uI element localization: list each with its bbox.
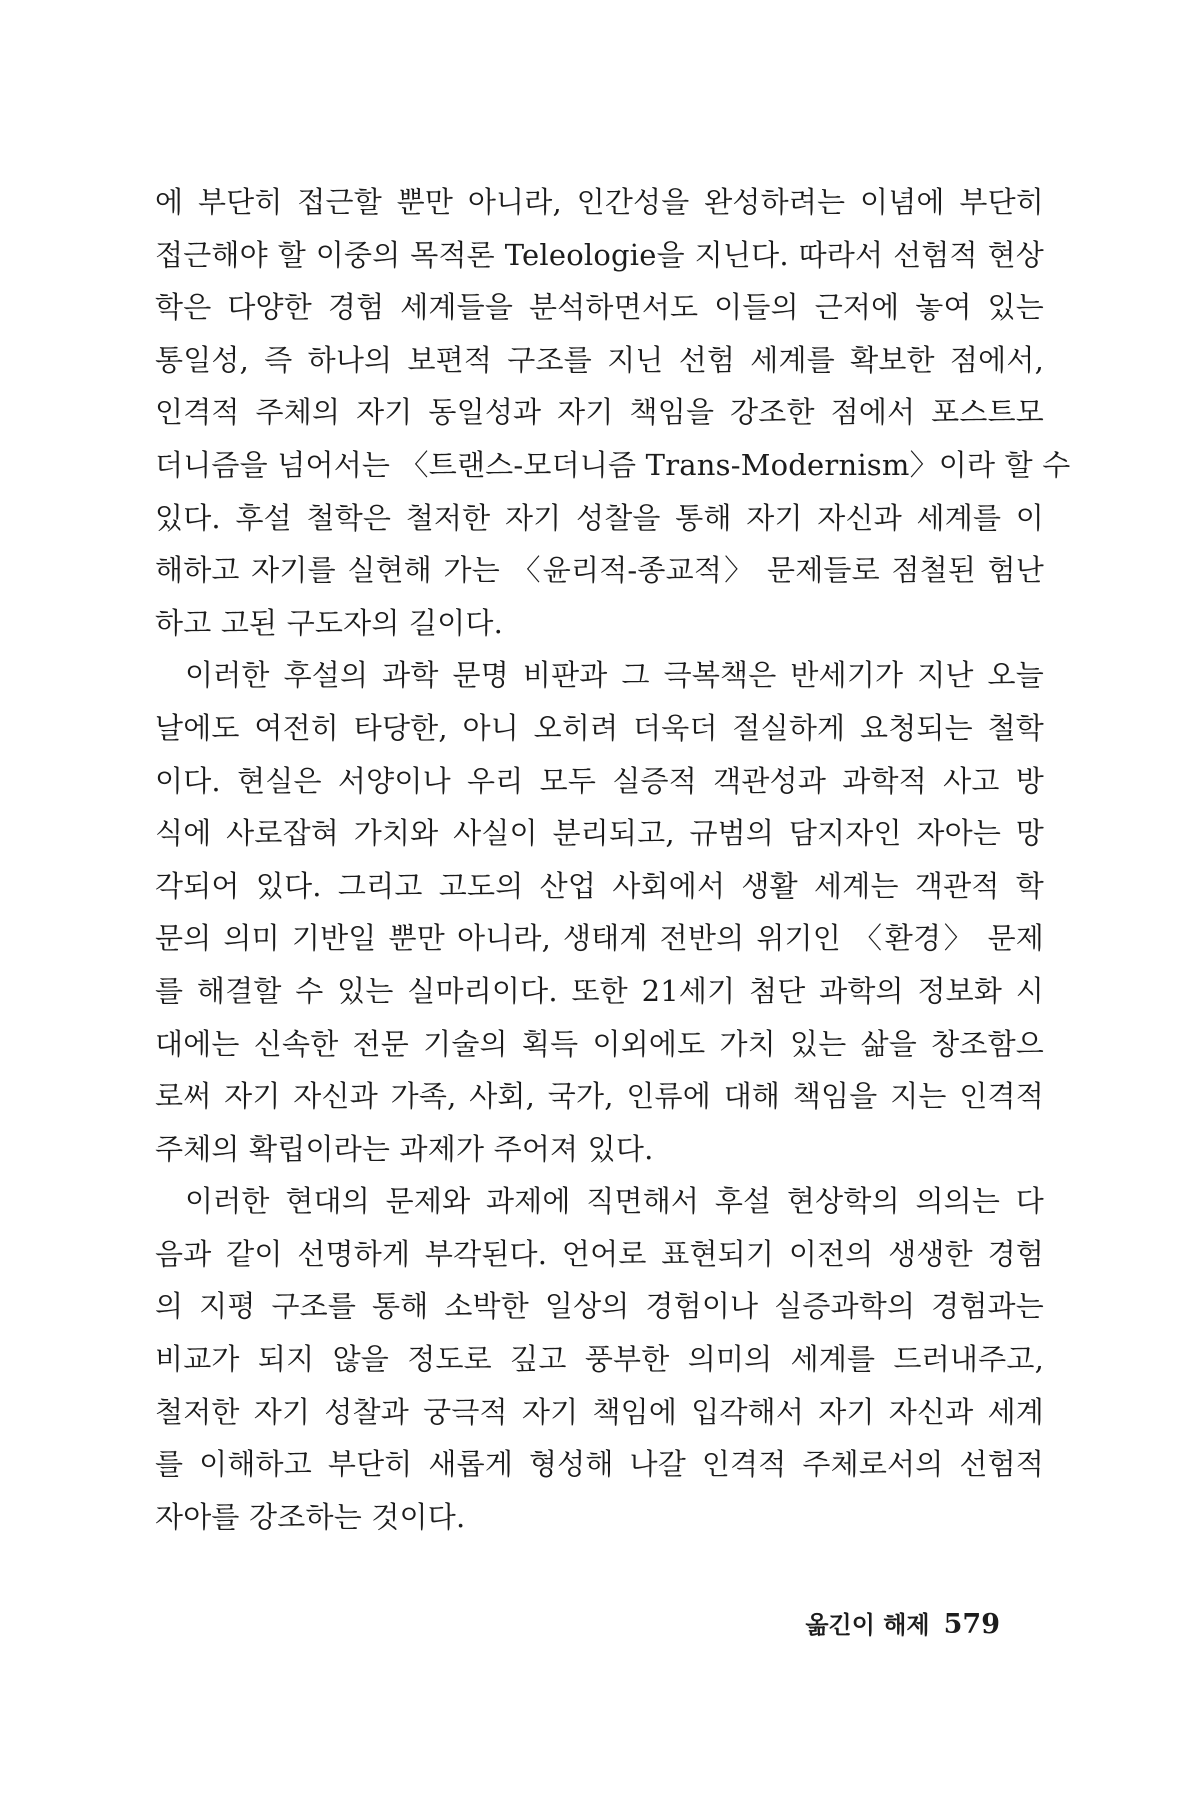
text-line: 철저한 자기 성찰과 궁극적 자기 책임에 입각해서 자기 자신과 세계 <box>155 1394 1044 1429</box>
text-line: 음과 같이 선명하게 부각된다. 언어로 표현되기 이전의 생생한 경험 <box>155 1236 1044 1271</box>
text-line: 로써 자기 자신과 가족, 사회, 국가, 인류에 대해 책임을 지는 인격적 <box>155 1079 1044 1114</box>
text-line: 각되어 있다. 그리고 고도의 산업 사회에서 생활 세계는 객관적 학 <box>155 868 1044 903</box>
text-line: 를 이해하고 부단히 새롭게 형성해 나갈 인격적 주체로서의 선험적 <box>155 1447 1045 1482</box>
text-line: 하고 고된 구도자의 길이다. <box>155 605 504 640</box>
page-number: 579 <box>943 1609 1000 1640</box>
text-line: 문의 의미 기반일 뿐만 아니라, 생태계 전반의 위기인 〈환경〉 문제 <box>155 921 1044 956</box>
text-line: 자아를 강조하는 것이다. <box>155 1499 466 1534</box>
running-title: 옮긴이 해제 <box>805 1611 930 1639</box>
text-line: 통일성, 즉 하나의 보편적 구조를 지닌 선험 세계를 확보한 점에서, <box>155 342 1044 377</box>
text-line: 있다. 후설 철학은 철저한 자기 성찰을 통해 자기 자신과 세계를 이 <box>155 500 1044 535</box>
text-line: 이다. 현실은 서양이나 우리 모두 실증적 객관성과 과학적 사고 방 <box>155 763 1044 798</box>
text-line: 이러한 현대의 문제와 과제에 직면해서 후설 현상학의 의의는 다 <box>185 1184 1044 1219</box>
text-line: 주체의 확립이라는 과제가 주어져 있다. <box>155 1131 654 1166</box>
text-line: 날에도 여전히 타당한, 아니 오히려 더욱더 절실하게 요청되는 철학 <box>155 710 1044 745</box>
text-line: 비교가 되지 않을 정도로 깊고 풍부한 의미의 세계를 드러내주고, <box>155 1342 1044 1377</box>
text-line: 학은 다양한 경험 세계들을 분석하면서도 이들의 근저에 놓여 있는 <box>155 290 1044 325</box>
text-line: 이러한 후설의 과학 문명 비판과 그 극복책은 반세기가 지난 오늘 <box>185 658 1044 693</box>
text-line: 접근해야 할 이중의 목적론 Teleologie을 지닌다. 따라서 선험적 현상 <box>155 237 1044 272</box>
text-line: 더니즘을 넘어서는 〈트랜스-모더니즘 Trans-Modernism〉이라 할 수 <box>155 447 1071 482</box>
text-line: 인격적 주체의 자기 동일성과 자기 책임을 강조한 점에서 포스트모 <box>155 395 1044 430</box>
text-line: 를 해결할 수 있는 실마리이다. 또한 21세기 첨단 과학의 정보화 시 <box>155 973 1044 1008</box>
text-line: 식에 사로잡혀 가치와 사실이 분리되고, 규범의 담지자인 자아는 망 <box>155 816 1044 851</box>
text-line: 해하고 자기를 실현해 가는 〈윤리적-종교적〉 문제들로 점철된 험난 <box>155 553 1044 588</box>
running-footer <box>805 1605 1000 1640</box>
text-line: 의 지평 구조를 통해 소박한 일상의 경험이나 실증과학의 경험과는 <box>155 1289 1044 1324</box>
text-line: 에 부단히 접근할 뿐만 아니라, 인간성을 완성하려는 이념에 부단히 <box>155 185 1044 219</box>
text-line: 대에는 신속한 전문 기술의 획득 이외에도 가치 있는 삶을 창조함으 <box>155 1026 1044 1061</box>
body-text <box>155 176 1071 1543</box>
